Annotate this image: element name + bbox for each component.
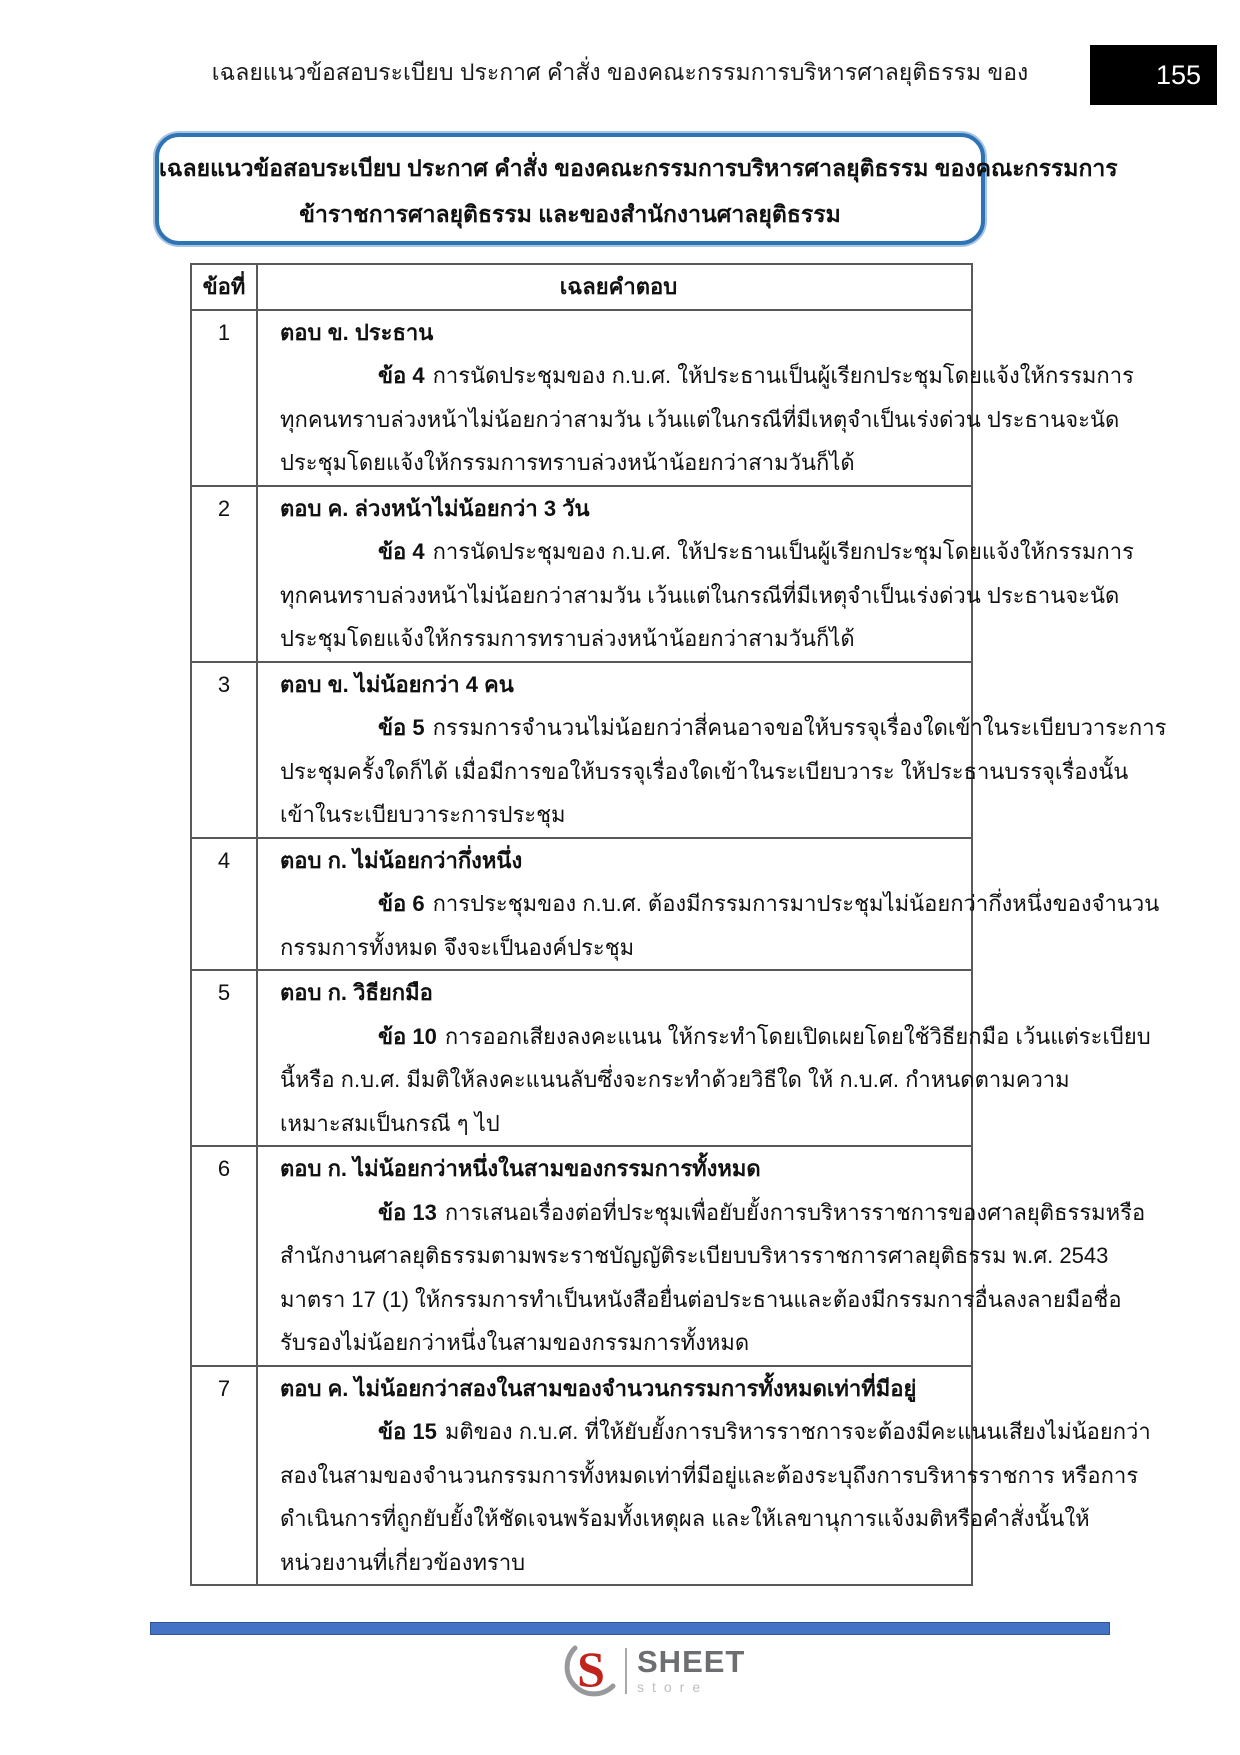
answer-text: ตอบ ค. ล่วงหน้าไม่น้อยกว่า 3 วัน (280, 495, 590, 521)
explanation-text: มติของ ก.บ.ศ. ที่ให้ยับยั้งการบริหารราชการจะต้องมีคะแนนเสียงไม่น้อยกว่า (444, 1419, 1151, 1444)
answer-cell (258, 1147, 1146, 1365)
clause-ref: ข้อ 5 (378, 715, 425, 740)
answer-text: ตอบ ข. ไม่น้อยกว่า 4 คน (280, 671, 514, 697)
question-number: 1 (192, 311, 258, 485)
explanation-text: การเสนอเรื่องต่อที่ประชุมเพื่อยับยั้งการบริหารราชการของศาลยุติธรรมหรือ (444, 1199, 1146, 1225)
title-line-1: เฉลยแนวข้อสอบระเบียบ ประกาศ คำสั่ง ของคณะกรรมการบริหารศาลยุติธรรม ของคณะกรรมการ (159, 155, 1118, 181)
answer-cell (258, 1367, 1151, 1585)
answer-text: ตอบ ข. ประธาน (280, 319, 434, 345)
table-row (192, 1367, 1151, 1585)
table-row (192, 663, 1167, 839)
clause-ref: ข้อ 10 (378, 1023, 437, 1049)
question-number: 2 (192, 487, 258, 661)
clause-ref: ข้อ 4 (378, 539, 425, 564)
brand-subtitle: store (637, 1679, 709, 1695)
answer-text: ตอบ ค. ไม่น้อยกว่าสองในสามของจำนวนกรรมการทั้งหมดเท่าที่มีอยู่ (280, 1375, 917, 1401)
question-number: 7 (192, 1367, 258, 1585)
logo-letter: S (577, 1641, 605, 1697)
table-row (192, 839, 1160, 972)
explanation-line (280, 882, 1160, 926)
running-header: เฉลยแนวข้อสอบระเบียบ ประกาศ คำสั่ง ของคณะกรรมการบริหารศาลยุติธรรม ของ (211, 59, 1029, 85)
explanation-line: ประชุมครั้งใดก็ได้ เมื่อมีการขอให้บรรจุเรื่องใดเข้าในระเบียบวาระ ให้ประธานบรรจุเรื่องนั้น (280, 758, 1129, 784)
logo-wordmark (637, 1644, 746, 1695)
table-row (192, 487, 1134, 663)
explanation-text: กรรมการจำนวนไม่น้อยกว่าสี่คนอาจขอให้บรรจุเรื่องใดเข้าในระเบียบวาระการ (432, 715, 1167, 740)
brand-name: SHEET (637, 1644, 746, 1679)
explanation-text: การนัดประชุมของ ก.บ.ศ. ให้ประธานเป็นผู้เรียกประชุมโดยแจ้งให้กรรมการ (432, 539, 1134, 564)
explanation-text: การออกเสียงลงคะแนน ให้กระทำโดยเปิดเผยโดยใช้วิธียกมือ เว้นแต่ระเบียบ (444, 1023, 1151, 1049)
explanation-line: ทุกคนทราบล่วงหน้าไม่น้อยกว่าสามวัน เว้นแต่ในกรณีที่มีเหตุจำเป็นเร่งด่วน ประธานจะนัด (280, 582, 1120, 608)
sheet-store-logo (563, 1640, 745, 1702)
answer-text: ตอบ ก. วิธียกมือ (280, 980, 433, 1005)
table-header-row (192, 265, 971, 311)
explanation-line (280, 530, 1134, 574)
explanation-line: ประชุมโดยแจ้งให้กรรมการทราบล่วงหน้าน้อยกว่าสามวันก็ได้ (280, 626, 855, 651)
explanation-line: เข้าในระเบียบวาระการประชุม (280, 802, 566, 827)
clause-ref: ข้อ 13 (378, 1199, 437, 1225)
table-row (192, 971, 1151, 1147)
explanation-line: ประชุมโดยแจ้งให้กรรมการทราบล่วงหน้าน้อยกว่าสามวันก็ได้ (280, 450, 855, 475)
explanation-line: นี้หรือ ก.บ.ศ. มีมติให้ลงคะแนนลับซึ่งจะกระทำด้วยวิธีใด ให้ ก.บ.ศ. กำหนดตามความ (280, 1067, 1070, 1092)
page-number-badge: 155 (1090, 45, 1217, 105)
footer-divider-bar (150, 1622, 1110, 1635)
title-line-2: ข้าราชการศาลยุติธรรม และของสำนักงานศาลยุติธรรม (299, 201, 841, 227)
title-box (155, 133, 1118, 245)
table-row (192, 1147, 1146, 1367)
explanation-line (280, 354, 1134, 398)
explanation-line (280, 1191, 1146, 1235)
answer-cell (258, 971, 1151, 1145)
explanation-line: มาตรา 17 (1) ให้กรรมการทำเป็นหนังสือยื่นต่อประธานและต้องมีกรรมการอื่นลงลายมือชื่อ (280, 1286, 1122, 1312)
explanation-line (280, 1015, 1151, 1059)
explanation-line (280, 706, 1167, 750)
explanation-line: สำนักงานศาลยุติธรรมตามพระราชบัญญัติระเบียบบริหารราชการศาลยุติธรรม พ.ศ. 2543 (280, 1243, 1109, 1268)
answer-text: ตอบ ก. ไม่น้อยกว่าหนึ่งในสามของกรรมการทั้งหมด (280, 1156, 761, 1181)
explanation-text: การนัดประชุมของ ก.บ.ศ. ให้ประธานเป็นผู้เรียกประชุมโดยแจ้งให้กรรมการ (432, 363, 1134, 388)
column-header-question-no: ข้อที่ (192, 265, 258, 309)
answer-cell (258, 839, 1160, 970)
logo-s-icon (563, 1640, 619, 1702)
explanation-text: การประชุมของ ก.บ.ศ. ต้องมีกรรมการมาประชุมไม่น้อยกว่ากึ่งหนึ่งของจำนวน (432, 891, 1160, 916)
clause-ref: ข้อ 4 (378, 363, 425, 388)
table-row (192, 311, 1134, 487)
clause-ref: ข้อ 15 (378, 1419, 437, 1444)
logo-divider (625, 1648, 627, 1694)
question-number: 4 (192, 839, 258, 970)
column-header-answer: เฉลยคำตอบ (559, 274, 678, 299)
answer-cell (258, 663, 1167, 837)
answer-text: ตอบ ก. ไม่น้อยกว่ากึ่งหนึ่ง (280, 847, 523, 873)
answer-cell (258, 311, 1134, 485)
answer-table (190, 263, 1167, 1586)
question-number: 5 (192, 971, 258, 1145)
explanation-line: กรรมการทั้งหมด จึงจะเป็นองค์ประชุม (280, 934, 635, 960)
explanation-line: สองในสามของจำนวนกรรมการทั้งหมดเท่าที่มีอยู่และต้องระบุถึงการบริหารราชการ หรือการ (280, 1462, 1139, 1488)
answer-cell (258, 487, 1134, 661)
explanation-line: รับรองไม่น้อยกว่าหนึ่งในสามของกรรมการทั้งหมด (280, 1330, 750, 1355)
question-number: 6 (192, 1147, 258, 1365)
explanation-line: หน่วยงานที่เกี่ยวข้องทราบ (280, 1549, 526, 1575)
explanation-line: ทุกคนทราบล่วงหน้าไม่น้อยกว่าสามวัน เว้นแต่ในกรณีที่มีเหตุจำเป็นเร่งด่วน ประธานจะนัด (280, 406, 1120, 432)
explanation-line: เหมาะสมเป็นกรณี ๆ ไป (280, 1110, 500, 1136)
clause-ref: ข้อ 6 (378, 891, 425, 916)
explanation-line: ดำเนินการที่ถูกยับยั้งให้ชัดเจนพร้อมทั้งเหตุผล และให้เลขานุการแจ้งมติหรือคำสั่งนั้นให้ (280, 1506, 1090, 1531)
explanation-line (280, 1410, 1151, 1454)
question-number: 3 (192, 663, 258, 837)
